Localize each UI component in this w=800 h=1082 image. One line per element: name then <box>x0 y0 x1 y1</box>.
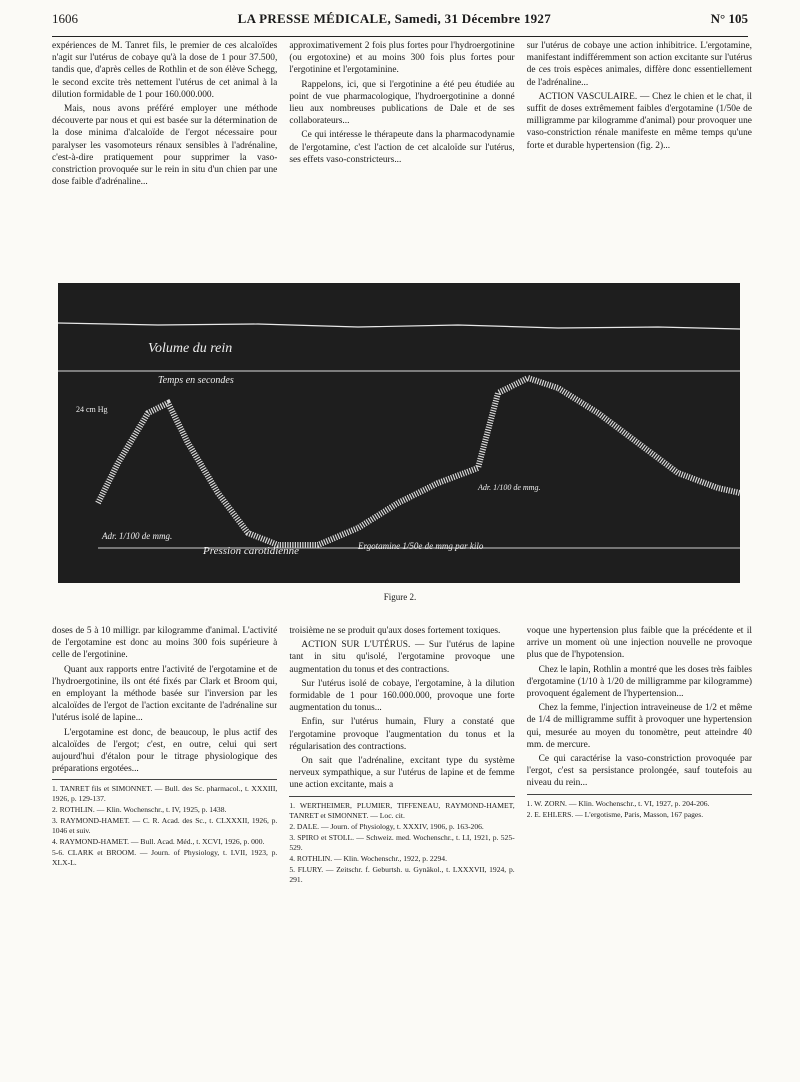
label-temps: Temps en secondes <box>158 375 234 386</box>
page-number: 1606 <box>52 11 78 26</box>
footnote: 4. RAYMOND-HAMET. — Bull. Acad. Méd., t. XCVI, 1926, p. 000. <box>52 837 265 847</box>
footnote: 2. DALE. — Journ. of Physiology, t. XXXIV, 1906, p. 163-206. <box>289 821 484 831</box>
label-volume: Volume du rein <box>148 341 233 356</box>
footnotes <box>52 779 277 868</box>
paragraph: Sur l'utérus isolé de cobaye, l'ergotamine, à la dilution formidable de 1 pour 160.000.000, provoque une forte augmentation du tonus... <box>289 678 515 714</box>
paragraph: Mais, nous avons préféré employer une méthode découverte par nous et qui est basée sur la détermination de la dose minima d'alcaloïde de l'ergot nécessaire pour paralyser les vasomoteurs rénaux sensibles à l'adrénaline, c'est-à-dire pratiquement pour supprimer la vaso-constriction provoquée sur le rein in situ d'un chien par une dose faible d'adrénaline... <box>52 104 278 188</box>
label-adr-1: Adr. 1/100 de mmg. <box>102 531 173 541</box>
top-column-1 <box>52 40 277 268</box>
footnote: 2. ROTHLIN. — Klin. Wochenschr., t. IV, 1925, p. 1438. <box>52 805 227 815</box>
footnote: 1. W. ZORN. — Klin. Wochenschr., t. VI, 1927, p. 204-206. <box>526 798 710 808</box>
paragraph: troisième ne se produit qu'aux doses fortement toxiques. <box>289 626 501 636</box>
paragraph: Enfin, sur l'utérus humain, Flury a constaté que l'ergotamine provoque l'augmentation du tonus et la régularisation des contractions. <box>289 717 515 752</box>
footnote: 3. SPIRO et STOLL. — Schweiz. med. Wochenschr., t. LI, 1921, p. 525-529. <box>289 832 515 852</box>
label-pression: Pression carotidienne <box>203 545 300 557</box>
paragraph: expériences de M. Tanret fils, le premier de ces alcaloïdes n'agit sur l'utérus de cobaye qu'à la dose de 1 pour 37.500, tandis que, d'après celles de Rothlin et de son élève Schegg, le second excite très nettement l'utérus de cet animal à la dilution formidable de 1 pour 160.000.000. <box>52 41 278 100</box>
bottom-columns <box>52 625 752 1070</box>
paragraph: voque une hypertension plus faible que la précédente et il arrive un moment où une injection nouvelle ne provoque plus que de l'hypotension. <box>526 626 752 661</box>
paragraph: sur l'utérus de cobaye une action inhibitrice. L'ergotamine, manifestant indifféremment son action excitante sur l'utérus de ces trois espèces animales, diffère donc essentiellement de l'adrénaline... <box>526 41 752 88</box>
bottom-column-3 <box>527 625 752 1070</box>
paragraph: Quant aux rapports entre l'activité de l'ergotamine et de l'hydroergotinine, ils ont été fixés par Clark et Broom qui, en employant la méthode basée sur l'inversion par les alcaloïdes de l'ergot de l'action excitante de l'adrénaline sur l'utérus isolé de lapine... <box>52 664 278 724</box>
footnote: 3. RAYMOND-HAMET. — C. R. Acad. des Sc., t. CLXXXII, 1926, p. 1046 et suiv. <box>52 816 278 836</box>
paragraph: Ce qui caractérise la vaso-constriction provoquée par l'ergot, c'est sa persistance prolongée, sauf toutefois au niveau du rein... <box>526 754 752 789</box>
kymograph-figure <box>58 283 740 583</box>
footnote: 5. FLURY. — Zeitschr. f. Geburtsh. u. Gynäkol., t. LXXXVII, 1924, p. 291. <box>289 864 515 884</box>
journal-title: LA PRESSE MÉDICALE, Samedi, 31 Décembre 1927 <box>237 11 552 26</box>
footnote: 5-6. CLARK et BROOM. — Journ. of Physiology, t. LVII, 1923, p. XLX-L. <box>52 848 278 868</box>
top-column-3 <box>527 40 752 268</box>
top-column-2 <box>289 40 514 268</box>
label-adr-2: Adr. 1/100 de mmg. <box>478 483 541 492</box>
figure-caption: Figure 2. <box>383 592 417 602</box>
bottom-column-1 <box>52 625 277 1070</box>
paragraph: ACTION SUR L'UTÉRUS. — Sur l'utérus de lapine tant in situ qu'isolé, l'ergotamine provoque une augmentation du tonus et des contractions. <box>289 640 515 675</box>
footnote: 4. ROTHLIN. — Klin. Wochenschr., 1922, p. 2294. <box>289 853 447 863</box>
label-ergotamine: Ergotamine 1/50e de mmg par kilo <box>358 541 484 551</box>
paragraph: Chez la femme, l'injection intraveineuse de 1/2 et même de 1/4 de milligramme suffit à provoquer une hypertension qui, mesurée au moyen du tonomètre, peut atteindre 40 mm. de mercure. <box>526 703 752 750</box>
paragraph: Chez le lapin, Rothlin a montré que les doses très faibles d'ergotamine (1/10 à 1/20 de milligramme par kilogramme) provoquent également de l'hypertension... <box>526 664 752 700</box>
footnotes <box>527 794 752 820</box>
bottom-column-2 <box>289 625 514 1070</box>
paragraph: Ce qui intéresse le thérapeute dans la pharmacodynamie de l'ergotamine, c'est l'action de cet alcaloïde sur l'utérus, ses effets vaso-constricteurs... <box>289 130 515 165</box>
footnote: 1. TANRET fils et SIMONNET. — Bull. des Sc. pharmacol., t. XXXIII, 1926, p. 129-137. <box>52 784 278 804</box>
paragraph: ACTION VASCULAIRE. — Chez le chien et le chat, il suffit de doses extrêmement faibles d'ergotamine (1/50e de milligramme par kilogramme d'animal) pour provoquer une vaso-constriction rénale manifeste en même temps qu'une forte et durable hypertension (fig. 2)... <box>526 91 752 151</box>
paragraph: doses de 5 à 10 milligr. par kilogramme d'animal. L'activité de l'ergotamine est donc au moins 300 fois supérieure à celle de l'ergotinine. <box>52 626 278 661</box>
page-header <box>52 2 748 37</box>
footnote: 2. E. EHLERS. — L'ergotisme, Paris, Masson, 167 pages. <box>526 809 704 819</box>
paragraph: Rappelons, ici, que si l'ergotinine a été peu étudiée au point de vue pharmacologique, l'hydroergotinine a donné lieu aux nombreuses publications de Dale et de ses collaborateurs... <box>289 79 515 127</box>
paragraph: L'ergotamine est donc, de beaucoup, le plus actif des alcaloïdes de l'ergot; c'est, en outre, celui qui sert aujourd'hui d'étalon pour le titrage physiologique des préparations ergotées... <box>52 727 278 775</box>
top-columns <box>52 40 752 268</box>
footnotes <box>289 796 514 885</box>
footnote: 1. WERTHEIMER, PLUMIER, TIFFENEAU, RAYMOND-HAMET, TANRET et SIMONNET. — Loc. cit. <box>289 800 515 820</box>
label-scale: 24 cm Hg <box>76 405 108 414</box>
paragraph: On sait que l'adrénaline, excitant type du système nerveux sympathique, a sur l'utérus de lapine et de femme une action excitante, mais a <box>289 756 515 791</box>
paragraph: approximativement 2 fois plus fortes pour l'hydroergotinine (ou ergotoxine) et au moins 300 fois plus fortes pour l'ergotinine et l'ergotaminine. <box>289 41 515 76</box>
issue-number: N° 105 <box>710 11 748 26</box>
